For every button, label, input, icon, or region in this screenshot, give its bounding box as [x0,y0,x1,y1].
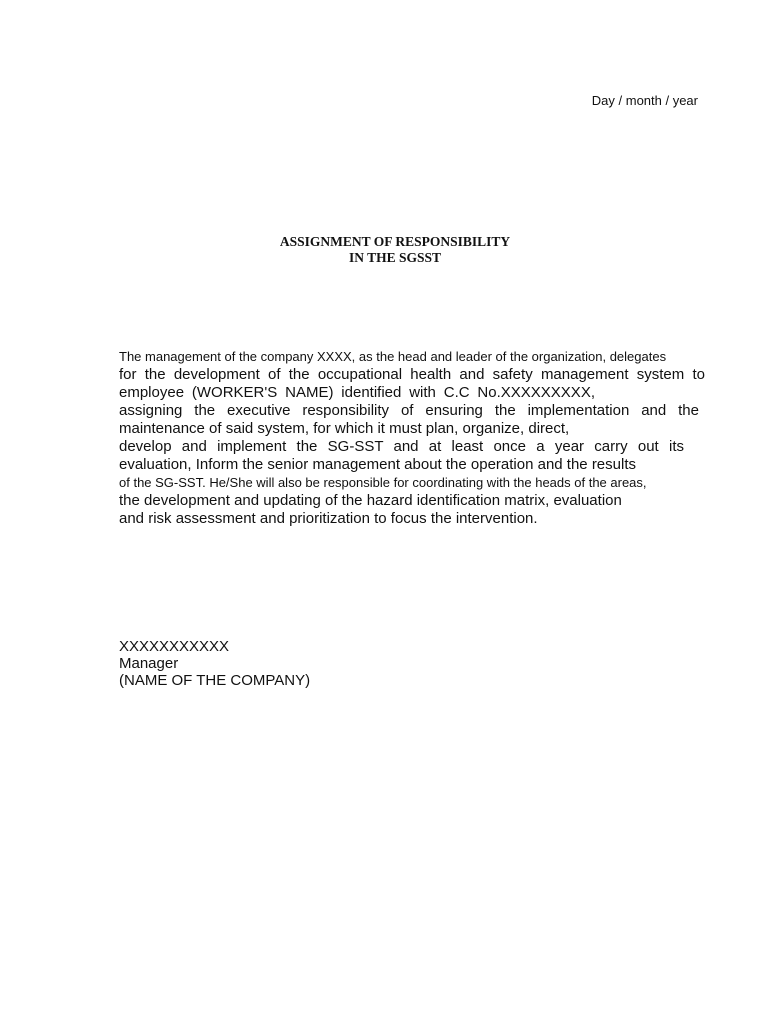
signature-name: XXXXXXXXXXX [119,638,230,655]
title-line-1: ASSIGNMENT OF RESPONSIBILITY [279,234,511,249]
body-line: of the SG-SST. He/She will also be responsible for coordinating with the heads of the areas, [119,475,647,490]
body-line: employee (WORKER'S NAME) identified with C.C No.XXXXXXXXX, [119,384,595,401]
title-line-2: IN THE SGSST [348,250,442,265]
body-line: for the development of the occupational health and safety management system to [119,366,705,383]
body-line: and risk assessment and prioritization to focus the intervention. [119,510,538,527]
document-title [0,234,768,266]
signature-company: (NAME OF THE COMPANY) [119,672,311,689]
body-line: develop and implement the SG-SST and at least once a year carry out its [119,438,684,455]
body-line: maintenance of said system, for which it must plan, organize, direct, [119,420,570,437]
document-body [119,348,705,528]
body-line: assigning the executive responsibility of ensuring the implementation and the [119,402,699,419]
body-line: the development and updating of the hazard identification matrix, evaluation [119,492,622,509]
signature-block [119,638,310,689]
date-field: Day / month / year [591,93,698,108]
body-line: The management of the company XXXX, as the head and leader of the organization, delegates [119,349,667,364]
signature-role: Manager [119,655,179,672]
body-line: evaluation, Inform the senior management about the operation and the results [119,456,636,473]
